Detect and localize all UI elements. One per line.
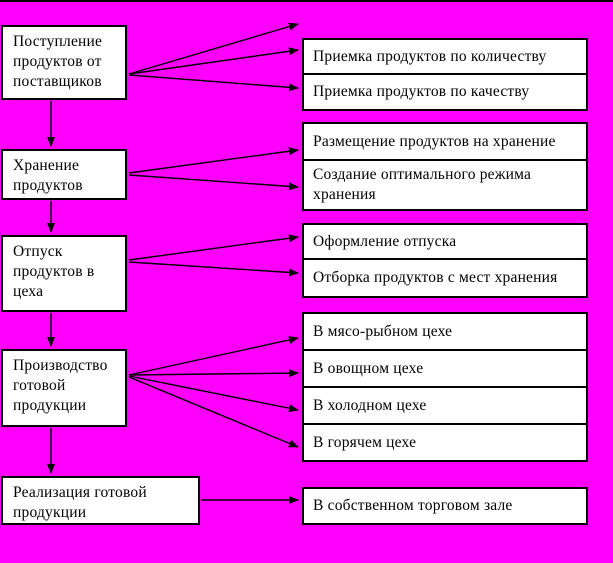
node-label: Отпуск продуктов в цеха <box>13 243 95 300</box>
right-group-4 <box>302 487 588 525</box>
node-label: В собственном торговом зале <box>313 497 513 514</box>
node-acceptance-quality <box>302 73 588 111</box>
node-storage-placement <box>302 122 588 161</box>
right-group-0 <box>302 38 588 111</box>
node-acceptance-quantity <box>302 38 588 75</box>
node-label: В холодном цехе <box>313 396 427 414</box>
node-own-trading-hall <box>302 487 588 525</box>
node-label: В овощном цехе <box>313 359 424 377</box>
node-label: В мясо-рыбном цехе <box>313 322 453 340</box>
right-group-3 <box>302 312 588 462</box>
node-hot-shop <box>302 423 588 462</box>
node-production <box>1 349 127 427</box>
node-storage-regime <box>302 159 588 211</box>
node-label: Оформление отпуска <box>313 232 457 250</box>
node-vegetable-shop <box>302 349 588 388</box>
node-meat-fish-shop <box>302 312 588 351</box>
node-label: Создание оптимального режима хранения <box>313 166 532 203</box>
node-label: Хранение продуктов <box>13 157 83 194</box>
node-label: Приемка продуктов по качеству <box>313 83 530 100</box>
node-label: Размещение продуктов на хранение <box>313 132 556 150</box>
node-storage <box>1 149 127 200</box>
node-label: В горячем цехе <box>313 433 417 451</box>
node-dispatch-picking <box>302 258 588 298</box>
node-label: Отборка продуктов с мест хранения <box>313 269 558 286</box>
node-label: Поступление продуктов от поставщиков <box>13 33 103 90</box>
node-dispatch <box>1 235 127 312</box>
node-dispatch-registration <box>302 223 588 260</box>
node-label: Производство готовой продукции <box>13 357 108 414</box>
node-sales <box>1 476 200 525</box>
node-label: Реализация готовой продукции <box>13 484 147 521</box>
right-group-2 <box>302 223 588 298</box>
node-cold-shop <box>302 386 588 425</box>
node-supply-receipt <box>1 25 127 100</box>
node-label: Приемка продуктов по количеству <box>313 47 547 65</box>
right-group-1 <box>302 122 588 211</box>
